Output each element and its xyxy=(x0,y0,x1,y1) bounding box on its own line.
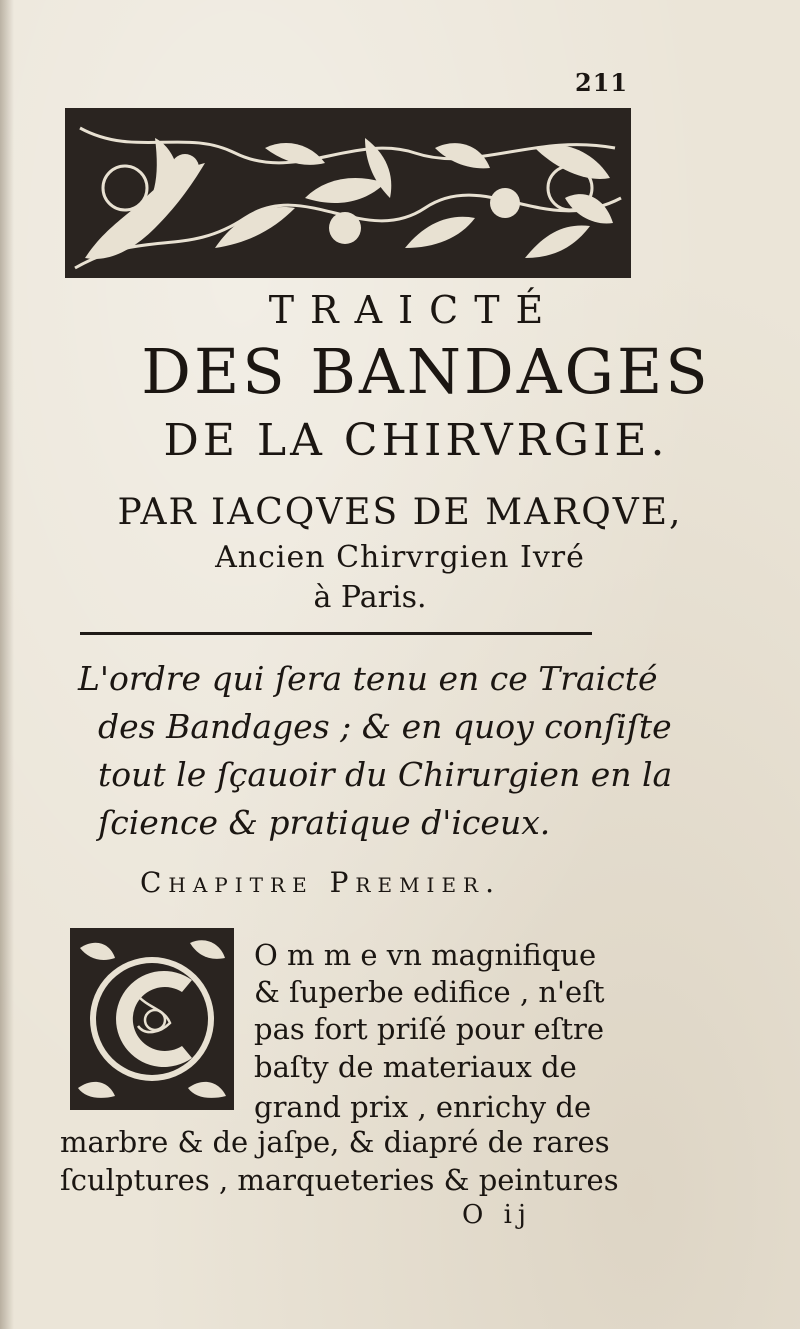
ornamental-initial-c-icon xyxy=(70,928,234,1110)
body-text-line: ſculptures , marqueteries & peintures xyxy=(60,1163,619,1197)
floral-woodcut-headpiece-icon xyxy=(65,108,631,278)
summary-line: ſcience & pratique d'iceux. xyxy=(98,803,551,842)
author-line: PAR IACQVES DE MARQVE, xyxy=(117,492,683,533)
chapter-heading: Chapitre Premier. xyxy=(140,866,501,899)
page-number: 211 xyxy=(575,68,629,97)
summary-line: L'ordre qui ſera tenu en ce Traicté xyxy=(78,659,658,698)
author-place: à Paris. xyxy=(313,580,427,615)
signature-mark: O ij xyxy=(462,1200,532,1230)
body-text-line: grand prix , enrichy de xyxy=(254,1090,592,1124)
title-line-traicte: TRAICTÉ xyxy=(268,288,560,332)
body-text-line: baſty de materiaux de xyxy=(254,1050,577,1084)
chapter-summary xyxy=(78,655,673,847)
title-line-de-la-chirurgie: DE LA CHIRVRGIE. xyxy=(163,415,669,466)
title-line-des-bandages: DES BANDAGES xyxy=(141,335,711,408)
body-text-line: marbre & de jaſpe, & diapré de rares xyxy=(60,1125,610,1159)
horizontal-rule xyxy=(80,632,592,635)
body-text-line: O m m e vn magnifique xyxy=(254,938,597,972)
body-text-line: pas fort priſé pour eſtre xyxy=(254,1012,605,1046)
author-title: Ancien Chirvrgien Ivré xyxy=(215,540,585,575)
summary-line: tout le ſçauoir du Chirurgien en la xyxy=(98,755,673,794)
page-gutter-shadow xyxy=(0,0,14,1329)
body-text-line: & ſuperbe edifice , n'eſt xyxy=(254,975,605,1009)
summary-line: des Bandages ; & en quoy conſiſte xyxy=(98,707,672,746)
